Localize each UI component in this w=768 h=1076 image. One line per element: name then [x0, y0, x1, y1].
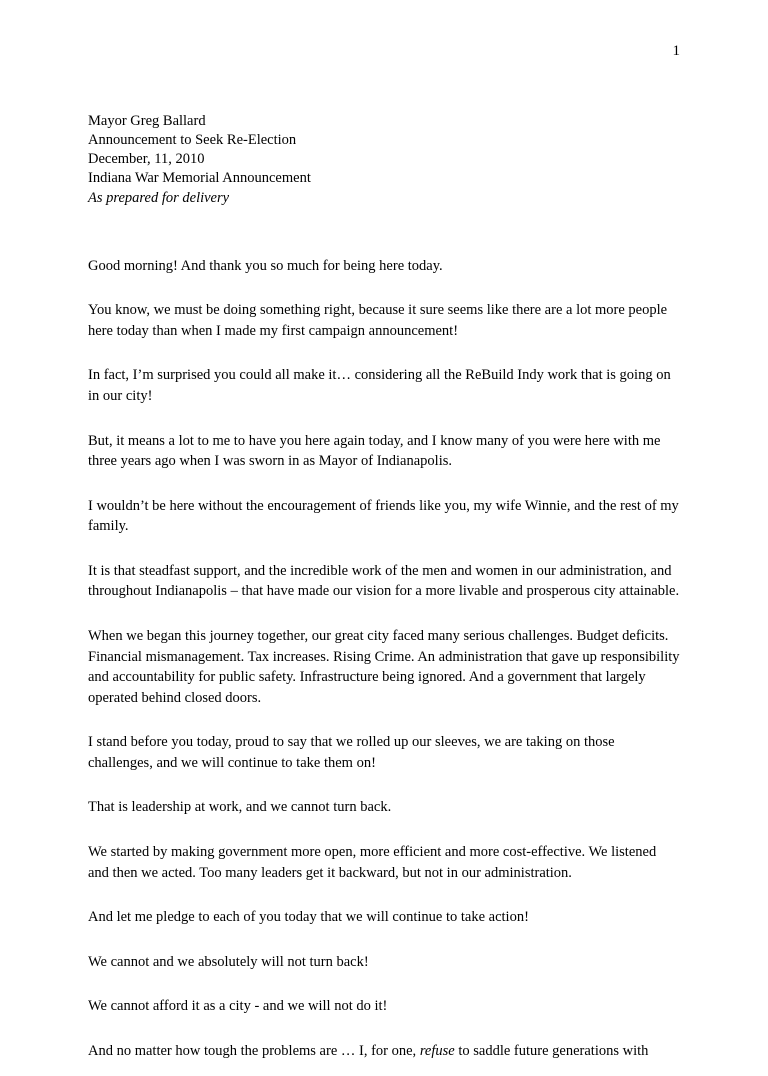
paragraph-6: It is that steadfast support, and the incredible work of the men and women in our administration, and throughout Indianapolis – that have made our vision for a more livable and prosperous city attainable. [88, 562, 680, 600]
heading-line-date: December, 11, 2010 [88, 151, 205, 168]
paragraph-14-after: to saddle future generations with [454, 1042, 649, 1059]
letterhead-block [88, 112, 680, 208]
paragraph-14 [88, 1041, 680, 1062]
paragraph-7: When we began this journey together, our great city faced many serious challenges. Budget deficits. Financial mismanagement. Tax increases. Rising Crime. An administration that gave up responsibility and accountability for public safety. Infrastructure being ignored. And a government that largely operated behind closed doors. [88, 627, 680, 706]
page-number: 1 [672, 43, 680, 59]
paragraph-1: Good morning! And thank you so much for being here today. [88, 257, 443, 274]
paragraph-8: I stand before you today, proud to say that we rolled up our sleeves, we are taking on those challenges, and we will continue to take them on! [88, 734, 615, 771]
paragraph-13: We cannot afford it as a city - and we will not do it! [88, 998, 388, 1015]
paragraph-3: In fact, I’m surprised you could all make it… considering all the ReBuild Indy work that is going on in our city! [88, 367, 671, 404]
paragraph-10: We started by making government more open, more efficient and more cost-effective. We listened and then we acted. Too many leaders get it backward, but not in our administration. [88, 844, 657, 881]
paragraph-14-emphasis: refuse [419, 1042, 455, 1059]
paragraph-5: I wouldn’t be here without the encouragement of friends like you, my wife Winnie, and the rest of my family. [88, 497, 679, 535]
heading-line-note: As prepared for delivery [88, 189, 230, 206]
paragraph-12: We cannot and we absolutely will not turn back! [88, 953, 369, 970]
paragraph-14-before: And no matter how tough the problems are … I, for one, [88, 1042, 420, 1059]
paragraph-9: That is leadership at work, and we cannot turn back. [88, 799, 392, 816]
heading-line-location: Indiana War Memorial Announcement [88, 170, 311, 187]
paragraph-2: You know, we must be doing something right, because it sure seems like there are a lot more people here today than when I made my first campaign announcement! [88, 302, 668, 339]
heading-line-subject: Announcement to Seek Re-Election [88, 132, 297, 149]
paragraph-11: And let me pledge to each of you today that we will continue to take action! [88, 909, 529, 926]
heading-line-speaker: Mayor Greg Ballard [88, 113, 206, 129]
document-body [88, 112, 680, 1076]
paragraph-4: But, it means a lot to me to have you here again today, and I know many of you were here with me three years ago when I was sworn in as Mayor of Indianapolis. [88, 432, 661, 470]
